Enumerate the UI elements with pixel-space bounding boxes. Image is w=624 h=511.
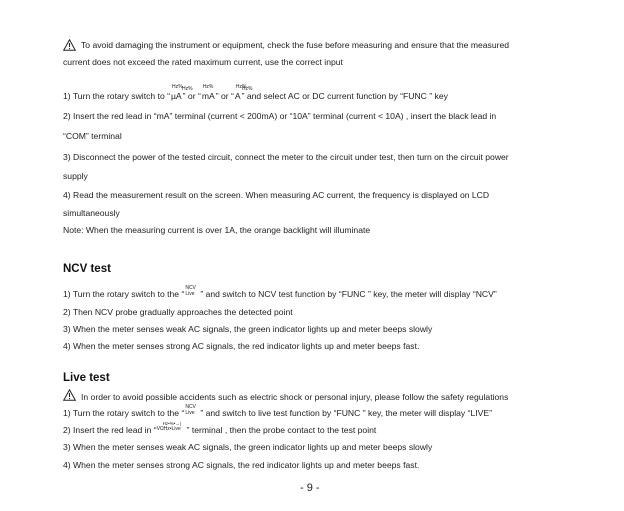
amp-symbol xyxy=(234,84,253,102)
live-step-1-suffix: ” and switch to live test function by “FUNC ” key, the meter will display “LIVE” xyxy=(200,408,492,418)
ncv-step-1-prefix: 1) Turn the rotary switch to the “ xyxy=(63,289,185,299)
ncv-step-4: 4) When the meter senses strong AC signals, the red indicator lights up and meter beeps fast. xyxy=(63,341,420,351)
step-4-line-2: simultaneously xyxy=(63,208,120,218)
step-2-line-2: “COM” terminal xyxy=(63,131,122,141)
ncv-heading: NCV test xyxy=(63,263,111,275)
live-ncv-symbol-top: NCV xyxy=(185,404,196,410)
volt-ohm-terminal-symbol-top: Hz•%•→| xyxy=(162,421,181,426)
milliamp-symbol xyxy=(201,84,216,102)
step-3-line-1: 3) Disconnect the power of the tested circuit, connect the meter to the circuit under test, then turn on the circuit power xyxy=(63,152,509,162)
live-step-1-prefix: 1) Turn the rotary switch to the “ xyxy=(63,408,185,418)
live-step-2-suffix: ” terminal , then the probe contact to the test point xyxy=(186,425,377,435)
live-warning: In order to avoid possible accidents such as electric shock or personal injury, please follow the safety regulations xyxy=(81,392,509,402)
note: Note: When the measuring current is over 1A, the orange backlight will illuminate xyxy=(63,225,371,235)
ncv-step-2: 2) Then NCV probe gradually approaches the detected point xyxy=(63,307,293,317)
microamp-symbol-sub: Hz% xyxy=(181,86,193,92)
ncv-step-1 xyxy=(63,285,497,300)
amp-symbol-main: A xyxy=(234,91,241,101)
live-step-2 xyxy=(63,421,377,436)
live-step-4: 4) When the meter senses strong AC signals, the red indicator lights up and meter beeps fast. xyxy=(63,460,420,470)
intro-warning-line-2: current does not exceed the rated maximum current, use the correct input xyxy=(63,57,343,67)
ncv-live-symbol-top: NCV xyxy=(185,285,196,291)
warning-triangle-icon xyxy=(63,39,76,51)
milliamp-symbol-sup: Hz% xyxy=(202,84,214,90)
step-1-prefix: 1) Turn the rotary switch to “ xyxy=(63,91,170,101)
ncv-live-symbol xyxy=(184,285,200,299)
ncv-step-1-suffix: ” and switch to NCV test function by “FUNC ” key, the meter will display “NCV” xyxy=(200,289,497,299)
amp-symbol-sub: Hz% xyxy=(241,86,253,92)
volt-ohm-terminal-symbol xyxy=(156,421,187,435)
step-1-mid-1: ” or “ xyxy=(182,91,201,101)
ncv-step-3: 3) When the meter senses weak AC signals, the green indicator lights up and meter beeps slowly xyxy=(63,324,433,334)
volt-ohm-terminal-symbol-bottom: VΩHz•Live xyxy=(156,426,181,432)
step-1 xyxy=(63,84,448,102)
live-ncv-symbol-bottom: Live xyxy=(185,410,195,416)
live-heading: Live test xyxy=(63,372,110,384)
page-number: - 9 - xyxy=(300,482,320,494)
live-step-3: 3) When the meter senses weak AC signals, the green indicator lights up and meter beeps slowly xyxy=(63,442,433,452)
live-step-1 xyxy=(63,404,492,419)
milliamp-symbol-main: mA xyxy=(201,91,215,101)
amp-symbol-sup: Hz% xyxy=(235,84,247,90)
ncv-live-symbol-bottom: Live xyxy=(185,291,195,297)
step-4-line-1: 4) Read the measurement result on the screen. When measuring AC current, the frequency is displayed on LCD xyxy=(63,190,490,200)
step-1-suffix: ” and select AC or DC current function by “FUNC ” key xyxy=(241,91,448,101)
step-3-line-2: supply xyxy=(63,171,88,181)
live-ncv-symbol xyxy=(184,404,200,418)
step-2-line-1: 2) Insert the red lead in “mA” terminal (current < 200mA) or “10A” terminal (current < 10A) , insert the black lead in xyxy=(63,111,497,121)
live-warning-triangle-icon xyxy=(63,389,76,401)
step-1-mid-2: ” or “ xyxy=(215,91,234,101)
microamp-symbol-main: µA xyxy=(170,91,182,101)
intro-warning-line-1: To avoid damaging the instrument or equipment, check the fuse before measuring and ensure that the measured xyxy=(81,40,510,50)
live-step-2-prefix: 2) Insert the red lead in “ xyxy=(63,425,157,435)
microamp-symbol-sup: Hz% xyxy=(171,84,183,90)
